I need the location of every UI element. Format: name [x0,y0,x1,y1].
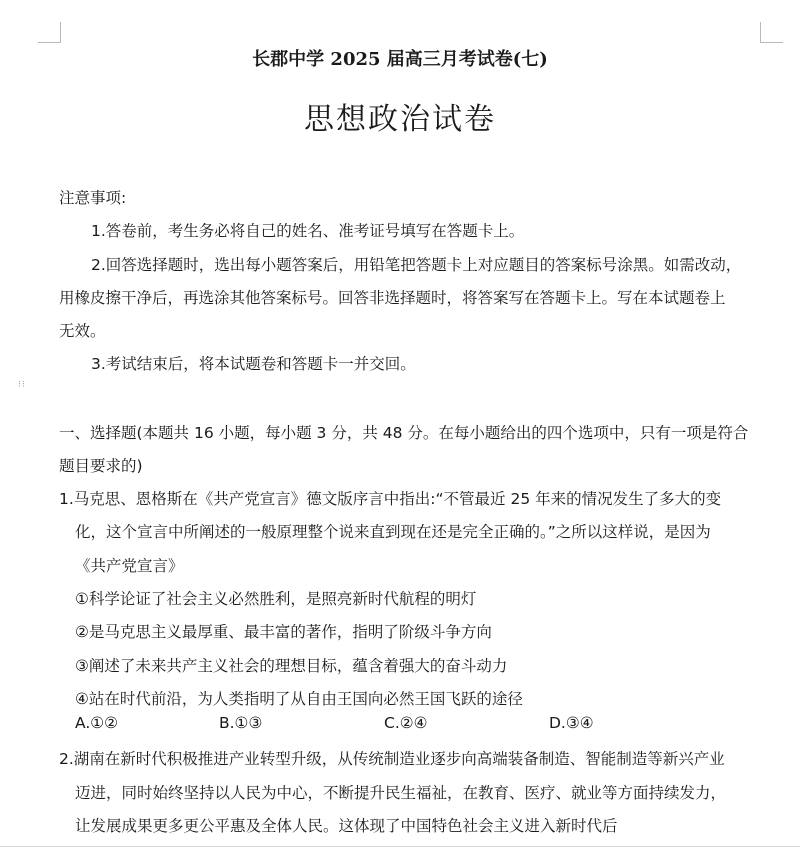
question-2-stem-line-1: 2.湖南在新时代积极推进产业转型升级，从传统制造业逐步向高端装备制造、智能制造等新兴产业 [59,750,725,768]
section-heading-line-1: 一、选择题(本题共 16 小题，每小题 3 分，共 48 分。在每小题给出的四个选项中，只有一项是符合 [59,424,749,442]
question-2-stem-line-3: 让发展成果更多更公平惠及全体人民。这体现了中国特色社会主义进入新时代后 [75,817,618,835]
question-1-statement-4: ④站在时代前沿，为人类指明了从自由王国向必然王国飞跃的途径 [75,690,523,708]
question-1-option-d: D.③④ [549,714,594,732]
page-title: 思想政治试卷 [304,102,496,137]
notice-item-2-line-2: 用橡皮擦干净后，再选涂其他答案标号。回答非选择题时，将答案写在答题卡上。写在本试题卷上 [59,289,726,307]
question-1-option-b: B.①③ [219,714,263,732]
page-bottom-edge [0,846,800,847]
notice-item-3: 3.考试结束后，将本试题卷和答题卡一并交回。 [91,355,416,373]
question-1-statement-1: ①科学论证了社会主义必然胜利，是照亮新时代航程的明灯 [75,590,477,608]
page-corner-mark-top-right [760,22,783,43]
question-1-stem-line-3: 《共产党宣言》 [75,557,184,575]
notice-item-2-line-3: 无效。 [59,322,106,340]
question-1-statement-3: ③阐述了未来共产主义社会的理想目标，蕴含着强大的奋斗动力 [75,657,508,675]
question-1-option-c: C.②④ [384,714,428,732]
exam-subtitle: 长郡中学 2025 届高三月考试卷(七) [252,49,548,70]
question-2-stem-line-2: 迈进，同时始终坚持以人民为中心，不断提升民生福祉，在教育、医疗、就业等方面持续发力， [75,784,727,802]
question-1-stem-line-1: 1.马克思、恩格斯在《共产党宣言》德文版序言中指出:“不管最近 25 年来的情况发生了多大的变 [59,490,722,508]
drag-handle-icon[interactable]: ⁝⁝ [18,380,26,390]
section-heading-line-2: 题目要求的) [59,457,143,475]
notice-heading: 注意事项: [59,189,127,207]
notice-item-2-line-1: 2.回答选择题时，选出每小题答案后，用铅笔把答题卡上对应题目的答案标号涂黑。如需改动， [91,256,742,274]
question-1-statement-2: ②是马克思主义最厚重、最丰富的著作，指明了阶级斗争方向 [75,623,492,641]
notice-item-1: 1.答卷前，考生务必将自己的姓名、准考证号填写在答题卡上。 [91,222,525,240]
question-1-option-a: A.①② [75,714,119,732]
question-1-stem-line-2: 化，这个宣言中所阐述的一般原理整个说来直到现在还是完全正确的。”之所以这样说，是因为 [75,523,711,541]
page-corner-mark-top-left [38,22,61,43]
